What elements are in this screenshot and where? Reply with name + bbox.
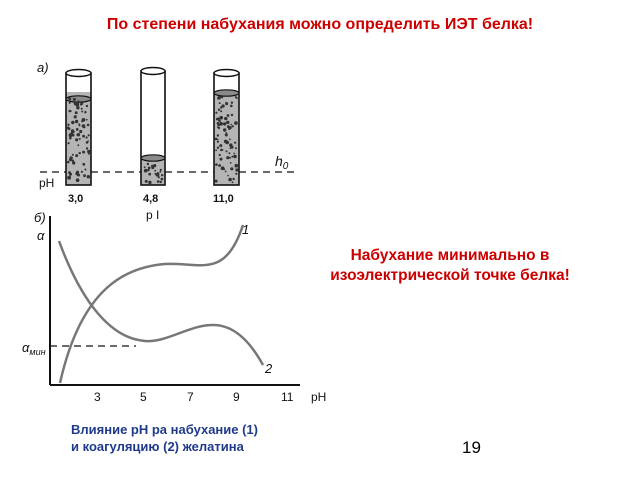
note-box	[305, 246, 595, 286]
panel-a-label: а)	[37, 60, 49, 75]
panel-b-label: б)	[34, 210, 46, 225]
curve-2-label: 2	[265, 361, 273, 376]
tube-3-gel	[214, 92, 239, 185]
slide-title: По степени набухания можно определить ИЭТ белка!	[106, 16, 534, 33]
curve-1-swelling	[60, 225, 243, 383]
test-tube-1	[66, 70, 91, 186]
tube-2-ph: 4,8	[143, 193, 159, 205]
note-line-2: изоэлектрической точке белка!	[330, 267, 570, 284]
h0-label: $h_0$	[275, 153, 289, 172]
y-axis-label: α	[37, 228, 45, 243]
tube-1-ph: 3,0	[68, 193, 84, 205]
x-tick-7: 7	[187, 390, 194, 404]
figure-caption	[71, 421, 258, 455]
panel-a-ph-label: pH	[39, 176, 55, 190]
x-tick-3: 3	[94, 390, 101, 404]
slide-number: 19	[462, 438, 481, 457]
x-axis-label: pH	[311, 390, 327, 404]
tube-3-ph: 11,0	[213, 193, 234, 205]
alpha-min-label: $\alpha_{мин}$	[22, 340, 46, 357]
x-tick-11: 11	[281, 390, 294, 404]
isoelectric-point-label: p I	[146, 208, 160, 222]
x-tick-9: 9	[233, 390, 240, 404]
caption-line-1: Влияние pH ра набухание (1)	[71, 422, 258, 437]
x-tick-5: 5	[140, 390, 147, 404]
curve-1-label: 1	[242, 222, 250, 237]
x-tick-labels	[94, 390, 294, 404]
caption-line-2: и коагуляцию (2) желатина	[71, 439, 244, 454]
note-line-1: Набухание минимально в	[350, 247, 550, 264]
